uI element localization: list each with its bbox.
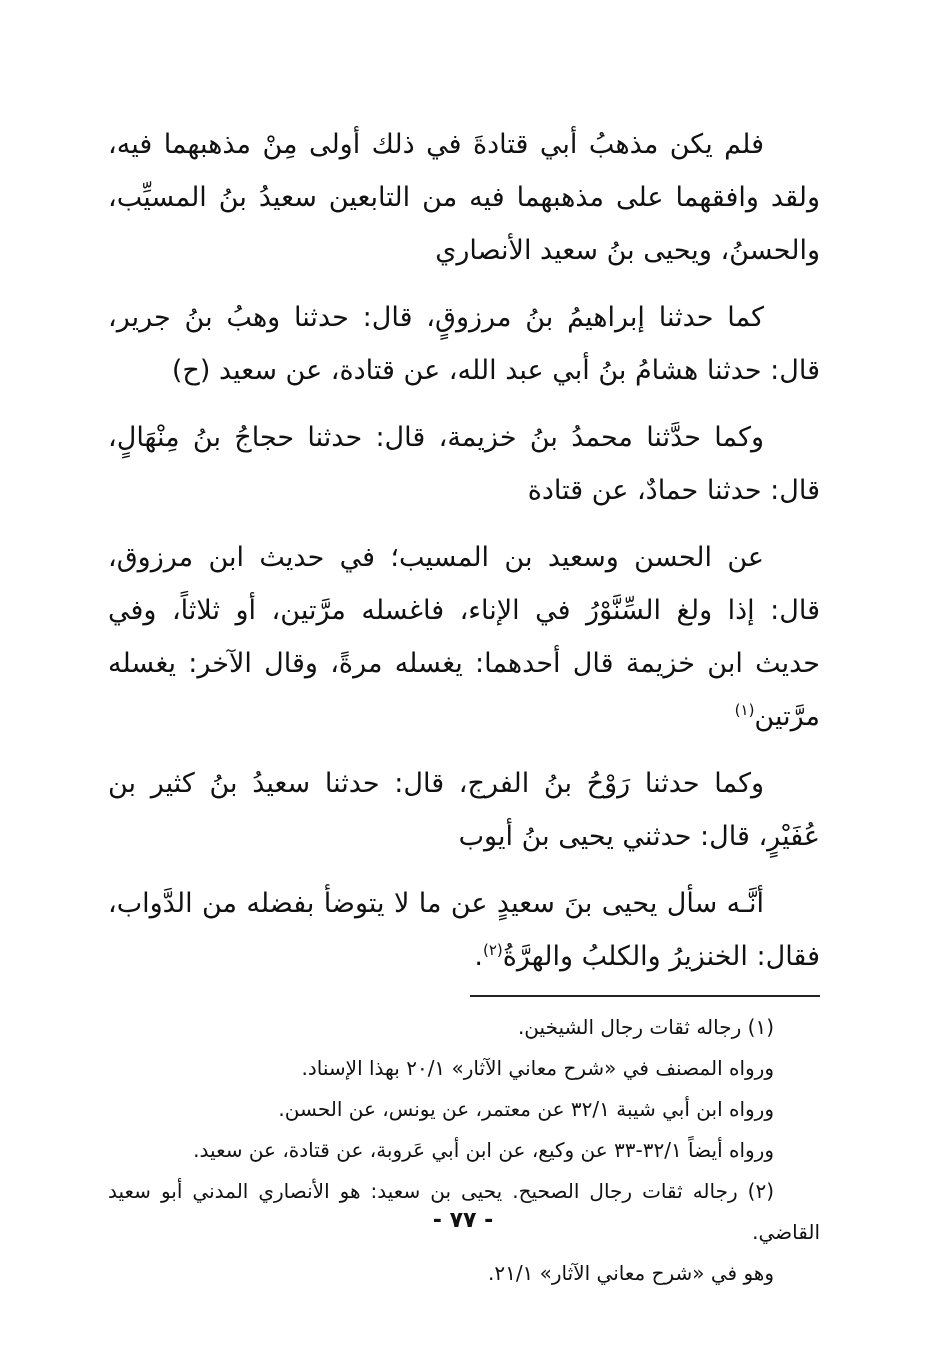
paragraph-4-text: عن الحسن وسعيد بن المسيب؛ في حديث ابن مرزوق، قال: إذا ولغ السِّنَّوْرُ في الإناء، فاغسله مرَّتين، أو ثلاثاً، وفي حديث ابن خزيمة قال أحدهما: يغسله مرةً، وقال الآخر: يغسله مرَّتين [108,542,820,732]
footnote-line-6: وهو في «شرح معاني الآثار» ٢١/١. [487,1261,774,1285]
footnotes [108,1007,820,1294]
footnote-line-2: ورواه المصنف في «شرح معاني الآثار» ٢٠/١ بهذا الإسناد. [301,1056,774,1080]
footnote-divider [470,995,820,997]
footnote-line-1: (١) رجاله ثقات رجال الشيخين. [517,1015,774,1039]
footnote-line-3: ورواه ابن أبي شيبة ٣٢/١ عن معتمر، عن يونس، عن الحسن. [278,1097,774,1121]
page-number: - ٧٧ - [432,1208,494,1233]
paragraph-6 [108,877,820,983]
footnote-ref-1: (١) [734,701,755,719]
footnote-line-5: (٢) رجاله ثقات رجال الصحيح. يحيى بن سعيد: هو الأنصاري المدني أبو سعيد القاضي. [108,1179,820,1244]
footnote-ref-2: (٢) [482,941,503,959]
main-text [108,118,820,983]
paragraph-1: فلم يكن مذهبُ أبي قتادةَ في ذلك أولى مِنْ مذهبهما فيه، ولقد وافقهما على مذهبهما فيه من التابعين سعيدُ بنُ المسيِّب، والحسنُ، ويحيى بنُ سعيد الأنصاري [108,129,820,266]
paragraph-2: كما حدثنا إبراهيمُ بنُ مرزوقٍ، قال: حدثنا وهبُ بنُ جرير، قال: حدثنا هشامُ بنُ أبي عبد الله، عن قتادة، عن سعيد (ح) [108,302,820,386]
paragraph-5: وكما حدثنا رَوْحُ بنُ الفرج، قال: حدثنا سعيدُ بنُ كثير بن عُفَيْرٍ، قال: حدثني يحيى بنُ أيوب [108,768,820,852]
document-page [108,118,820,1348]
paragraph-3: وكما حدَّثنا محمدُ بنُ خزيمة، قال: حدثنا حجاجُ بنُ مِنْهَالٍ، قال: حدثنا حمادٌ، عن قتادة [108,422,820,506]
paragraph-6-end: . [474,941,483,972]
paragraph-6-text: أنَّـه سأل يحيى بنَ سعيدٍ عن ما لا يتوضأ بفضله من الدَّواب، فقال: الخنزيرُ والكلبُ والهرَّةُ [108,888,820,972]
paragraph-4 [108,531,820,743]
footnote-line-4: ورواه أيضاً ٣٢/١-٣٣ عن وكيع، عن ابن أبي عَروبة، عن قتادة، عن سعيد. [193,1138,774,1162]
